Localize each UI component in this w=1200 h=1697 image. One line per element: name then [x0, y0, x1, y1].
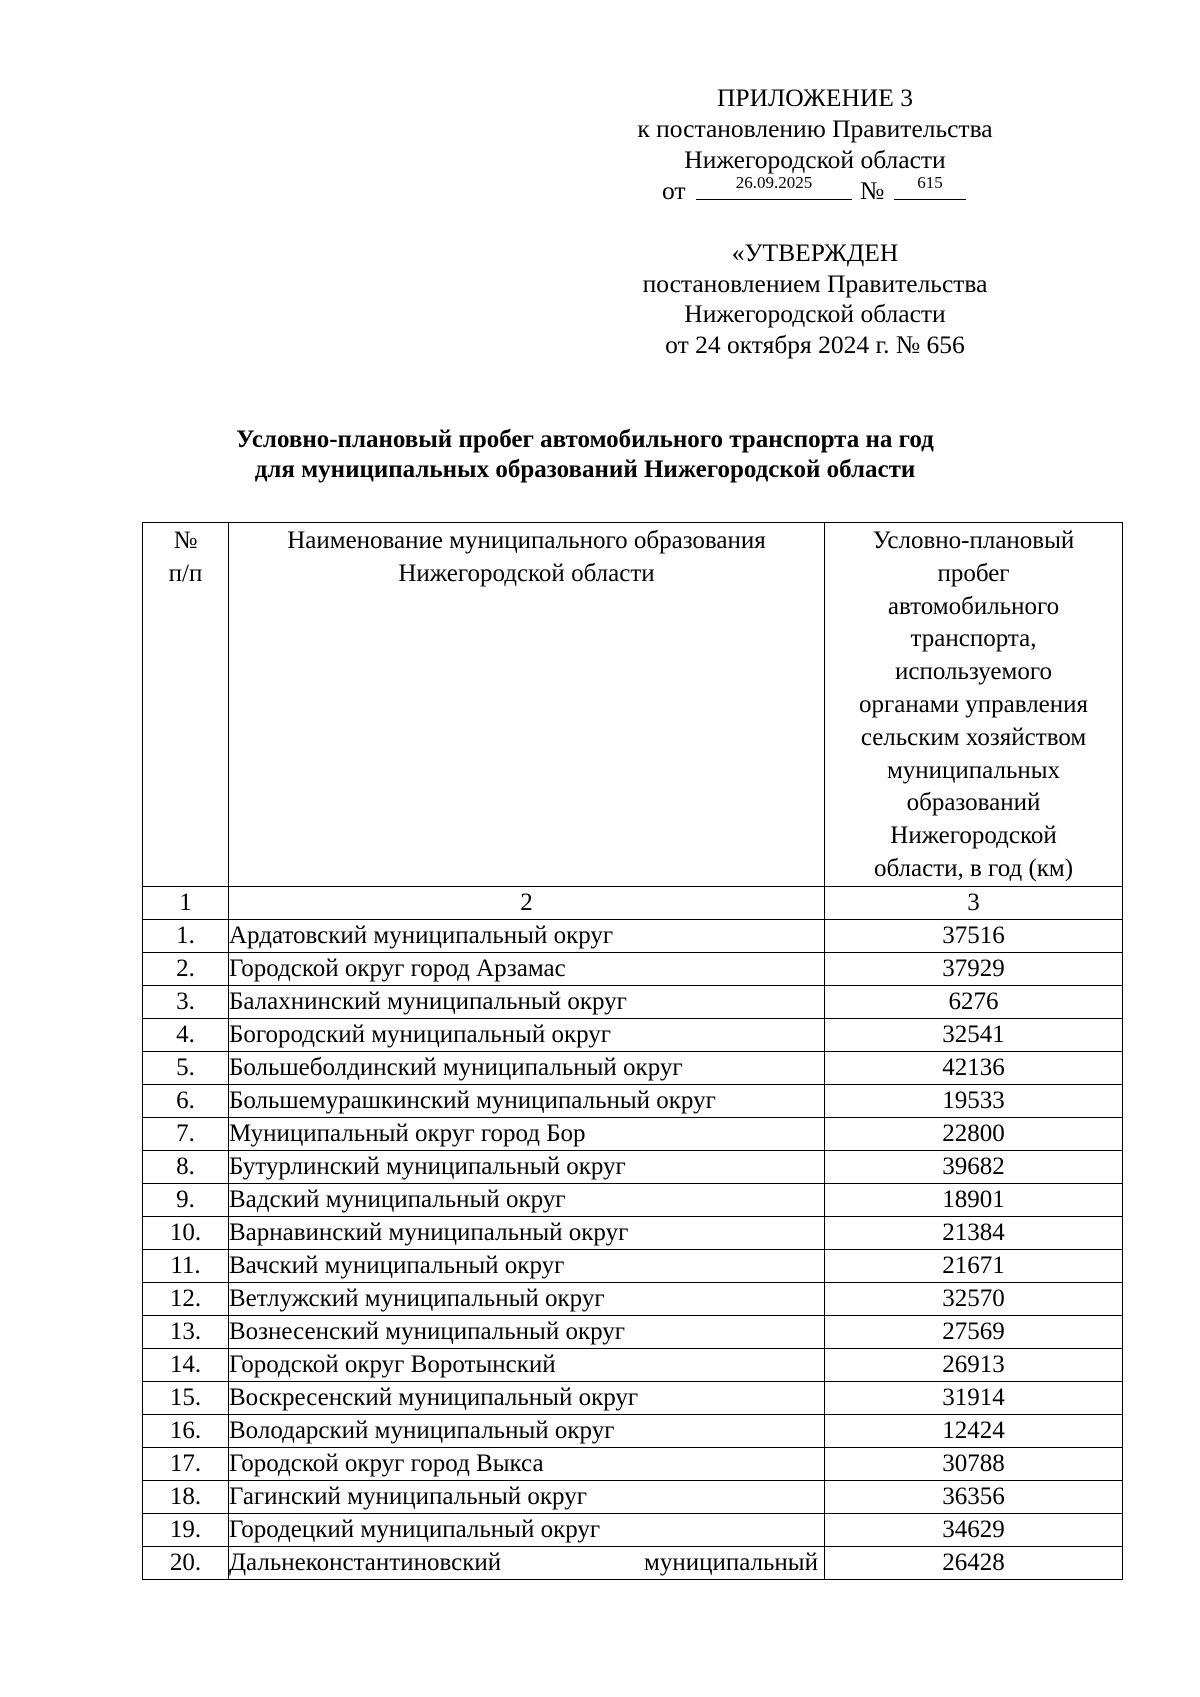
table-row — [143, 952, 1123, 985]
row-name: Ветлужский муниципальный округ — [229, 1282, 825, 1315]
row-value: 37929 — [825, 952, 1123, 985]
row-number: 20. — [143, 1546, 229, 1579]
row-value: 37516 — [825, 919, 1123, 952]
row-number: 10. — [143, 1216, 229, 1249]
header-number-line-2: п/п — [168, 559, 203, 587]
table-row — [143, 1546, 1123, 1579]
table-row — [143, 1381, 1123, 1414]
header-mileage-line: пробег — [937, 559, 1010, 587]
document-title-line-2: для муниципальных образований Нижегородской области — [254, 456, 916, 483]
row-number: 12. — [143, 1282, 229, 1315]
row-number: 14. — [143, 1348, 229, 1381]
table-header-row — [143, 523, 1123, 887]
header-mileage-line: автомобильного — [887, 592, 1060, 620]
table-row — [143, 1117, 1123, 1150]
row-value: 21671 — [825, 1249, 1123, 1282]
table-row — [143, 1414, 1123, 1447]
row-name: Большемурашкинский муниципальный округ — [229, 1084, 825, 1117]
row-value: 6276 — [825, 985, 1123, 1018]
row-value: 27569 — [825, 1315, 1123, 1348]
number-value: 615 — [894, 175, 966, 200]
table-row — [143, 1348, 1123, 1381]
document-title — [130, 425, 1040, 485]
table-row — [143, 919, 1123, 952]
appendix-line-2: Нижегородской области — [684, 145, 946, 174]
row-name: Варнавинский муниципальный округ — [229, 1216, 825, 1249]
row-number: 2. — [143, 952, 229, 985]
header-name-line-1: Наименование муниципального образования — [287, 527, 766, 554]
row-name: Гагинский муниципальный округ — [229, 1480, 825, 1513]
row-name: Городской округ город Выкса — [229, 1447, 825, 1480]
row-value: 31914 — [825, 1381, 1123, 1414]
row-number: 6. — [143, 1084, 229, 1117]
table-row — [143, 1150, 1123, 1183]
row-name: Воскресенский муниципальный округ — [229, 1381, 825, 1414]
approved-block — [580, 238, 1050, 360]
row-value: 22800 — [825, 1117, 1123, 1150]
column-number-row — [143, 886, 1123, 919]
header-mileage-line: транспорта, — [910, 625, 1037, 653]
row-name: Вачский муниципальный округ — [229, 1249, 825, 1282]
row-value: 42136 — [825, 1051, 1123, 1084]
row-value: 36356 — [825, 1480, 1123, 1513]
row-name: Вознесенский муниципальный округ — [229, 1315, 825, 1348]
row-number: 7. — [143, 1117, 229, 1150]
approved-line-2: Нижегородской области — [684, 299, 946, 328]
header-mileage-line: образований — [906, 789, 1041, 817]
date-prefix: от — [662, 176, 686, 205]
header-name-line-2: Нижегородской области — [398, 559, 655, 587]
row-value: 32570 — [825, 1282, 1123, 1315]
appendix-block — [580, 82, 1050, 209]
row-name: Вадский муниципальный округ — [229, 1183, 825, 1216]
row-name: Володарский муниципальный округ — [229, 1414, 825, 1447]
row-value: 39682 — [825, 1150, 1123, 1183]
column-number-2: 2 — [229, 886, 825, 919]
table-row — [143, 1249, 1123, 1282]
row-value: 26913 — [825, 1348, 1123, 1381]
row-number: 11. — [143, 1249, 229, 1282]
appendix-line-1: к постановлению Правительства — [637, 114, 993, 143]
table-row — [143, 1315, 1123, 1348]
table-row — [143, 1447, 1123, 1480]
row-name: Ардатовский муниципальный округ — [229, 919, 825, 952]
header-mileage — [825, 523, 1123, 887]
row-value: 19533 — [825, 1084, 1123, 1117]
row-number: 8. — [143, 1150, 229, 1183]
row-name: Муниципальный округ город Бор — [229, 1117, 825, 1150]
table-row — [143, 1084, 1123, 1117]
row-number: 19. — [143, 1513, 229, 1546]
row-value: 21384 — [825, 1216, 1123, 1249]
row-name: Городецкий муниципальный округ — [229, 1513, 825, 1546]
date-value: 26.09.2025 — [696, 175, 852, 200]
table-row — [143, 1216, 1123, 1249]
row-number: 17. — [143, 1447, 229, 1480]
row-name: Богородский муниципальный округ — [229, 1018, 825, 1051]
row-name: Балахнинский муниципальный округ — [229, 985, 825, 1018]
header-mileage-line: Условно-плановый — [872, 527, 1075, 554]
header-mileage-line: используемого — [895, 658, 1052, 686]
row-number: 4. — [143, 1018, 229, 1051]
table-row — [143, 985, 1123, 1018]
row-name: Большеболдинский муниципальный округ — [229, 1051, 825, 1084]
approved-title: «УТВЕРЖДЕН — [731, 238, 899, 267]
table-row — [143, 1051, 1123, 1084]
approved-line-1: постановлением Правительства — [642, 268, 988, 298]
row-value: 34629 — [825, 1513, 1123, 1546]
row-value: 32541 — [825, 1018, 1123, 1051]
approved-line-3: от 24 октября 2024 г. № 656 — [665, 329, 965, 359]
mileage-table — [142, 522, 1123, 1580]
table-row — [143, 1480, 1123, 1513]
table-row — [143, 1513, 1123, 1546]
header-number — [143, 523, 229, 887]
header-mileage-line: органами управления — [858, 690, 1089, 718]
header-mileage-line: области, в год (км) — [873, 854, 1074, 882]
column-number-1: 1 — [143, 886, 229, 919]
row-value: 12424 — [825, 1414, 1123, 1447]
row-name: Городской округ город Арзамас — [229, 952, 825, 985]
row-name: Бутурлинский муниципальный округ — [229, 1150, 825, 1183]
table-row — [143, 1183, 1123, 1216]
row-value: 18901 — [825, 1183, 1123, 1216]
appendix-date-number — [580, 175, 1050, 209]
header-mileage-line: муниципальных — [886, 756, 1061, 784]
row-value: 30788 — [825, 1447, 1123, 1480]
table-row — [143, 1282, 1123, 1315]
row-number: 13. — [143, 1315, 229, 1348]
row-name: Городской округ Воротынский — [229, 1348, 825, 1381]
row-number: 15. — [143, 1381, 229, 1414]
row-number: 1. — [143, 919, 229, 952]
header-number-line-1: № — [173, 527, 198, 554]
document-title-line-1: Условно-плановый пробег автомобильного транспорта на год — [236, 426, 934, 453]
column-number-3: 3 — [825, 886, 1123, 919]
row-number: 3. — [143, 985, 229, 1018]
row-name: Дальнеконстантиновский муниципальный — [229, 1546, 825, 1579]
appendix-title: ПРИЛОЖЕНИЕ 3 — [716, 83, 914, 112]
table-row — [143, 1018, 1123, 1051]
row-number: 9. — [143, 1183, 229, 1216]
number-sign: № — [860, 176, 885, 205]
row-value: 26428 — [825, 1546, 1123, 1579]
header-name — [229, 523, 825, 887]
row-number: 18. — [143, 1480, 229, 1513]
row-number: 16. — [143, 1414, 229, 1447]
row-number: 5. — [143, 1051, 229, 1084]
header-mileage-line: Нижегородской — [890, 822, 1057, 850]
header-mileage-line: сельским хозяйством — [860, 723, 1087, 751]
